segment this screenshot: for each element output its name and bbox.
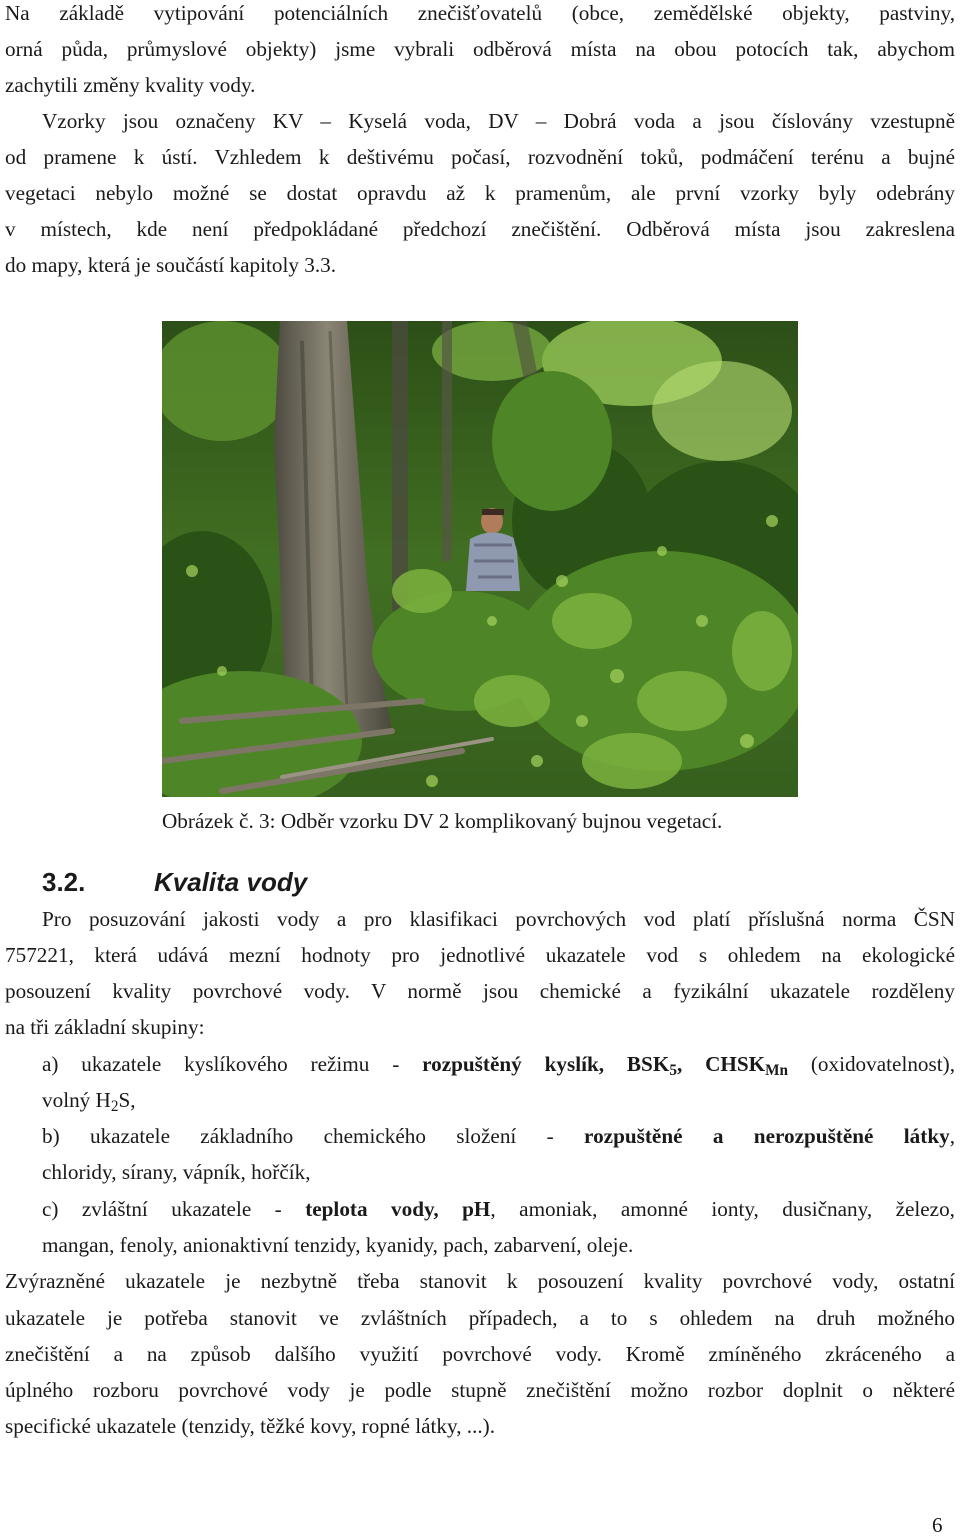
paragraph-4-line-3: znečištění a na způsob dalšího využití povrchové vody. Kromě zmíněného zkráceného a <box>5 1342 955 1366</box>
paragraph-2-line-4: v místech, kde není předpokládané předchozí znečištění. Odběrová místa jsou zakreslena <box>5 217 955 241</box>
section-title: Kvalita vody <box>154 867 308 897</box>
paragraph-3-line-2: 757221, která udává mezní hodnoty pro jednotlivé ukazatele vod s ohledem na ekologické <box>5 943 955 967</box>
list-item-a-line-1: a) ukazatele kyslíkového režimu - rozpuštěný kyslík, $BSK_5$, $CHSK_{Mn}$ (oxidovatelnost), <box>42 1052 956 1079</box>
paragraph-4-line-4: úplného rozboru povrchové vody je podle stupně znečištění možno rozbor doplnit o některé <box>5 1378 955 1402</box>
forest-photo <box>162 321 798 797</box>
paragraph-1-line-2: orná půda, průmyslové objekty) jsme vybrali odběrová místa na obou potocích tak, abychom <box>5 37 955 61</box>
list-item-c-line-1: c) zvláštní ukazatele - teplota vody, pH, amoniak, amonné ionty, dusičnany, železo, <box>42 1197 955 1221</box>
paragraph-2-line-3: vegetaci nebylo možné se dostat opravdu až k pramenům, ale první vzorky byly odebrány <box>5 181 955 205</box>
paragraph-3-line-3: posouzení kvality povrchové vody. V normě jsou chemické a fyzikální ukazatele rozděleny <box>5 979 955 1003</box>
page-number: 6 <box>932 1513 943 1537</box>
list-item-c-line-2: mangan, fenoly, anionaktivní tenzidy, kyanidy, pach, zabarvení, oleje. <box>42 1233 634 1257</box>
paragraph-3-line-4: na tři základní skupiny: <box>5 1015 205 1039</box>
paragraph-3-line-1: Pro posuzování jakosti vody a pro klasifikaci povrchových vod platí příslušná norma ČSN <box>42 907 955 931</box>
paragraph-4-line-5: specifické ukazatele (tenzidy, těžké kovy, ropné látky, ...). <box>5 1414 496 1438</box>
section-number: 3.2. <box>42 867 86 897</box>
paragraph-4-line-1: Zvýrazněné ukazatele je nezbytně třeba stanovit k posouzení kvality povrchové vody, ostatní <box>5 1269 955 1293</box>
paragraph-4-line-2: ukazatele je potřeba stanovit ve zvláštních případech, a to s ohledem na druh možného <box>5 1306 955 1330</box>
figure-caption: Obrázek č. 3: Odběr vzorku DV 2 komplikovaný bujnou vegetací. <box>162 809 723 833</box>
section-heading <box>42 862 307 902</box>
list-item-b-line-2: chloridy, sírany, vápník, hořčík, <box>42 1160 311 1184</box>
list-item-b-line-1: b) ukazatele základního chemického složení - rozpuštěné a nerozpuštěné látky, <box>42 1124 956 1148</box>
paragraph-1-line-3: zachytili změny kvality vody. <box>5 73 256 97</box>
paragraph-2-line-1: Vzorky jsou označeny KV – Kyselá voda, DV – Dobrá voda a jsou číslovány vzestupně <box>42 109 955 133</box>
forest-photo-drawing <box>162 321 798 797</box>
list-item-a-line-2: volný $H_2S$, <box>42 1088 136 1115</box>
paragraph-1-line-1: Na základě vytipování potenciálních znečišťovatelů (obce, zemědělské objekty, pastviny, <box>5 1 955 25</box>
paragraph-2-line-2: od pramene k ústí. Vzhledem k deštivému počasí, rozvodnění toků, podmáčení terénu a bujné <box>5 145 955 169</box>
paragraph-2-line-5: do mapy, která je součástí kapitoly 3.3. <box>5 253 337 277</box>
